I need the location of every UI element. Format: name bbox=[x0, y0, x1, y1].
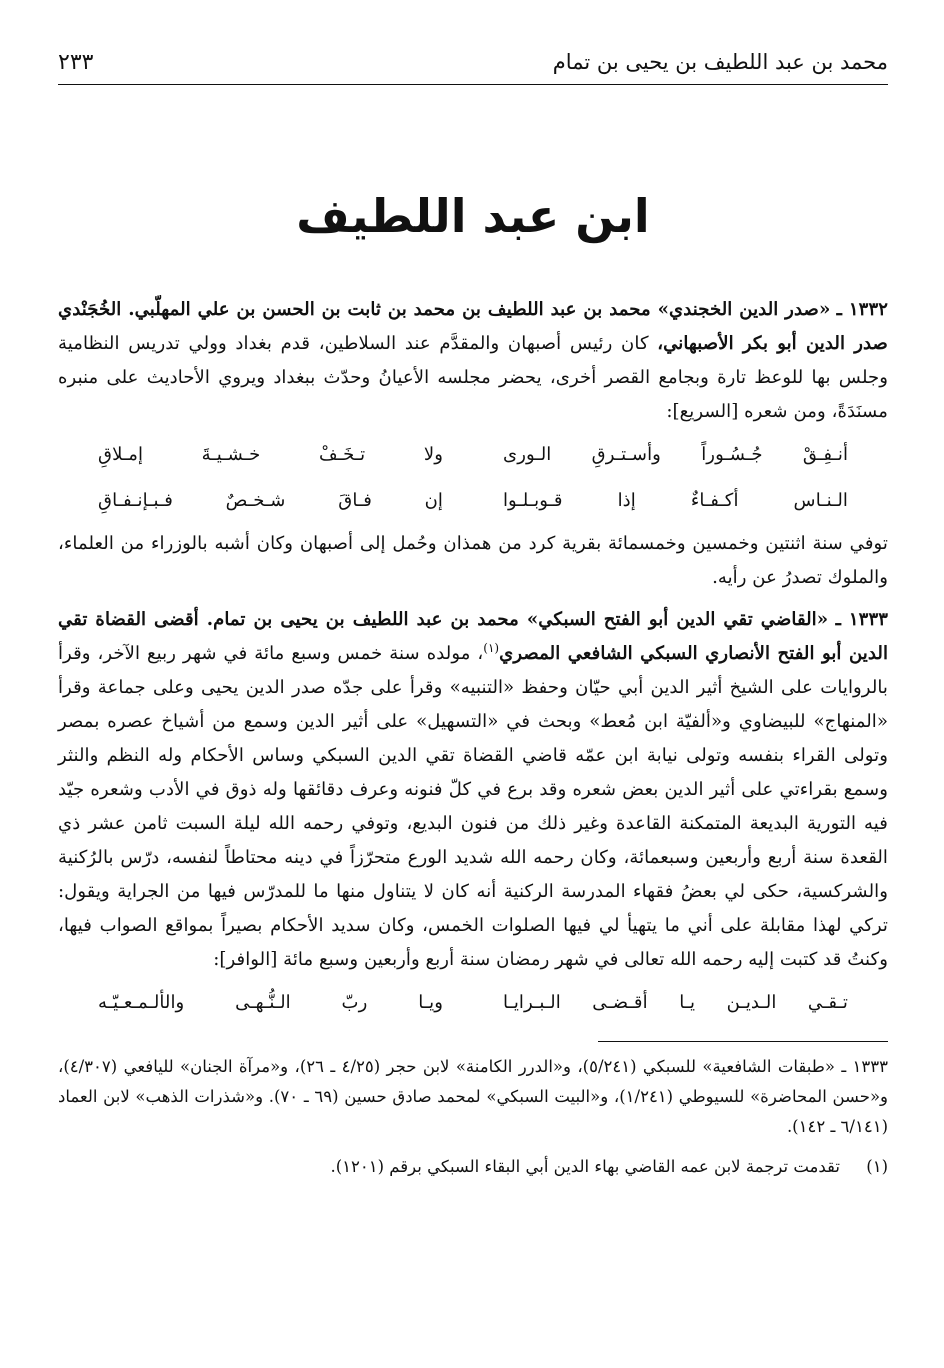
footnote-1-mark: (١) bbox=[866, 1157, 888, 1176]
footnote-reference[interactable]: (١) bbox=[483, 640, 500, 655]
footnote-1-text: تقدمت ترجمة لابن عمه القاضي بهاء الدين أبي البقاء السبكي برقم (١٢٠١). bbox=[330, 1157, 840, 1176]
verse-line bbox=[58, 983, 888, 1023]
verse-hemistich-1: أنـفِـقْ جُـسُـوراً وأسـتـرقِ الـورى bbox=[503, 444, 848, 465]
verse-hemistich-1: تـقـي الـديـن يـا أقـضـى الـبـرايـا bbox=[503, 992, 848, 1013]
verse-hemistich-2: ولا تـخَـفْ خـشـيـةَ إمـلاقِ bbox=[98, 444, 443, 465]
entry-1333-heading: «القاضي تقي الدين أبو الفتح السبكي» محمد بن عبد اللطيف بن يحيى بن تمام. أقضى القضاة تقي الدين أبو الفتح الأنصاري السبكي الشافعي المصري bbox=[58, 609, 889, 664]
verse-line bbox=[58, 435, 888, 475]
footnote-1 bbox=[58, 1152, 888, 1182]
running-header bbox=[58, 40, 888, 85]
entry-1332-number: ١٣٣٢ ـ bbox=[836, 299, 888, 320]
chapter-title: ابن عبد اللطيف bbox=[296, 189, 650, 243]
entry-1332-text: كان رئيس أصبهان والمقدَّم عند السلاطين، قدم بغداد وولي تدريس النظامية وجلس بها للوعظ تارة وبجامع القصر أخرى، يحضر مجلسه الأعيانُ وحدّث ببغداد ويروي الأحاديث على منبره مسنَدَةً، ومن شعره [السريع]: bbox=[58, 333, 888, 422]
entry-1332-heading: «صدر الدين الخجندي» محمد بن عبد اللطيف بن محمد بن ثابت بن الحسن بن علي المهلّبي. الخُجَنْدي صدر الدين أبو بكر الأصبهاني، bbox=[58, 299, 888, 354]
entry-1333-text: ، مولده سنة خمس وسبع مائة في شهر ربيع الآخر، وقرأ بالروايات على الشيخ أثير الدين أبي حيّان وحفظ «التنبيه» وقرأ على جدّه صدر الدين يحيى وعلى جماعة وقرأ «المنهاج» للبيضاوي و«ألفيّة ابن مُعط» وبحث في «التسهيل» على أثير الدين وسمع من أشياخ عصره بمصر وتولى القراء بنفسه وتولى نيابة ابن عمّه قاضي القضاة تقي الدين السبكي وساس الأحكام وله النظم والنثر وسمع بقراءتي على أثير الدين بعض شعره وقد برع في كلّ فنونه وعرف دقائقها وله ذوق في الأدب وشعره جيّد فيه التورية البديعة المتمكنة القاعدة وغير ذلك من فنون البديع، وتوفي رحمه الله ليلة السبت ثامن عشر ذي القعدة سنة أربع وأربعين وسبعمائة، وكان رحمه الله شديد الورع متحرّزاً في دينه محتاطاً لنفسه، درّس بالرُكنية والشركسية، حكى لي بعضُ فقهاء المدرسة الركنية أنه كان لا يتناول منها ما للمدرّس فيها من الجراية ويقول: تركي لهذا مقابلة على أني ما يتهيأ لي فيها الصلوات الخمس، وكان سديد الأحكام بصيراً بمواقع الصواب فيها، وكنتُ قد كتبت إليه رحمه الله تعالى في شهر رمضان سنة أربع وأربعين وسبع مائة [الوافر]: bbox=[58, 643, 888, 970]
main-text bbox=[58, 293, 888, 1023]
verse-line bbox=[58, 481, 888, 521]
book-page bbox=[58, 40, 888, 1340]
entry-1333 bbox=[58, 603, 888, 977]
entry-1333-number: ١٣٣٣ ـ bbox=[835, 609, 888, 630]
footnote-separator bbox=[598, 1041, 888, 1042]
footnotes bbox=[58, 1052, 888, 1182]
entry-1332-closing: توفي سنة اثنتين وخمسين وخمسمائة بقرية كرد من همذان وحُمل إلى أصبهان وكان أشبه بالوزراء من العلماء، والملوك تصدرُ عن رأيه. bbox=[58, 533, 888, 588]
footnote-sources: ١٣٣٣ ـ «طبقات الشافعية» للسبكي (٥/٢٤١)، و«الدرر الكامنة» لابن حجر (٤/٢٥ ـ ٢٦)، و«مرآة الجنان» لليافعي (٤/٣٠٧)، و«حسن المحاضرة» للسيوطي (١/٢٤١)، و«البيت السبكي» لمحمد صادق حسين (٦٩ ـ ٧٠). و«شذرات الذهب» لابن العماد (٦/١٤١ ـ ١٤٢). bbox=[58, 1057, 889, 1136]
entry-1332 bbox=[58, 293, 888, 429]
verse-hemistich-2: إن فـاقَ شـخـصٌ فـبـإنـفـاقِ bbox=[98, 490, 443, 511]
running-title: محمد بن عبد اللطيف بن يحيى بن تمام bbox=[552, 50, 888, 74]
verse-hemistich-2: ويـا ربّ الـنُّـهـى والألـمـعـيّـه bbox=[98, 992, 443, 1013]
verse-hemistich-1: الـنـاس أكـفـاءٌ إذا قـوبـلـوا bbox=[503, 490, 848, 511]
page-number: ٢٣٣ bbox=[58, 50, 94, 75]
